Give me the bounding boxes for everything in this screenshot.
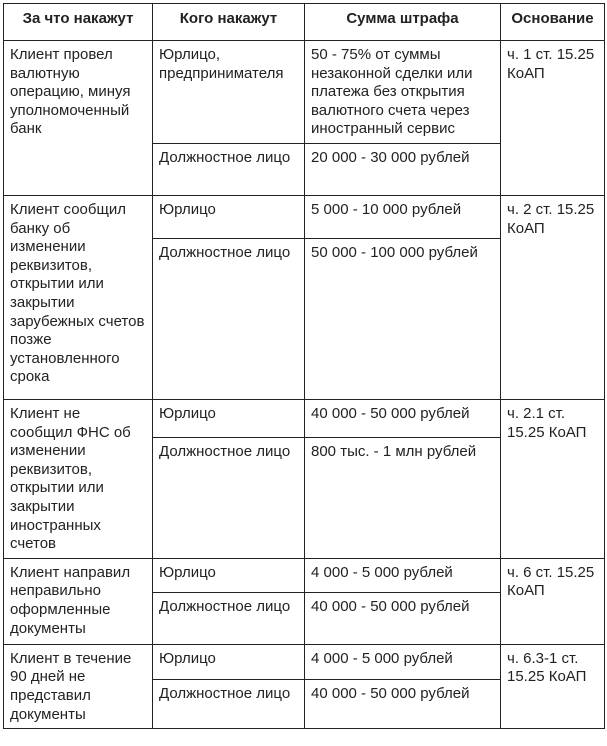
amount-cell: 40 000 - 50 000 рублей [305,592,501,644]
header-who: Кого накажут [153,4,305,41]
violation-cell: Клиент направил неправильно оформленные документы [4,558,153,644]
who-cell: Должностное лицо [153,592,305,644]
amount-cell: 4 000 - 5 000 рублей [305,558,501,592]
who-cell: Должностное лицо [153,143,305,195]
who-cell: Юрлицо [153,558,305,592]
table-row [4,644,605,679]
violation-cell: Клиент не сообщил ФНС об изменении реквизитов, открытии или закрытии иностранных счетов [4,399,153,558]
who-cell: Юрлицо [153,399,305,437]
violation-cell: Клиент в течение 90 дней не представил документы [4,644,153,728]
violation-cell: Клиент сообщил банку об изменении реквизитов, открытии или закрытии зарубежных счетов позже установленного срока [4,195,153,399]
who-cell: Юрлицо [153,644,305,679]
table-row [4,399,605,437]
header-basis: Основание [501,4,605,41]
basis-cell: ч. 6.3-1 ст. 15.25 КоАП [501,644,605,728]
table-row [4,41,605,144]
who-cell: Должностное лицо [153,238,305,399]
header-what: За что накажут [4,4,153,41]
table-row [4,195,605,238]
basis-cell: ч. 6 ст. 15.25 КоАП [501,558,605,644]
amount-cell: 40 000 - 50 000 рублей [305,399,501,437]
basis-cell: ч. 2 ст. 15.25 КоАП [501,195,605,399]
amount-cell: 50 000 - 100 000 рублей [305,238,501,399]
violation-cell: Клиент провел валютную операцию, минуя уполномоченный банк [4,41,153,196]
basis-cell: ч. 1 ст. 15.25 КоАП [501,41,605,196]
header-amount: Сумма штрафа [305,4,501,41]
amount-cell: 4 000 - 5 000 рублей [305,644,501,679]
amount-cell: 800 тыс. - 1 млн рублей [305,437,501,558]
who-cell: Юрлицо, предпринимателя [153,41,305,144]
table-row [4,558,605,592]
amount-cell: 5 000 - 10 000 рублей [305,195,501,238]
fines-table [3,3,605,729]
header-row [4,4,605,41]
amount-cell: 50 - 75% от суммы незаконной сделки или платежа без открытия валютного счета через иностранный сервис [305,41,501,144]
amount-cell: 40 000 - 50 000 рублей [305,679,501,728]
table-body [4,41,605,729]
table-header [4,4,605,41]
who-cell: Должностное лицо [153,437,305,558]
who-cell: Должностное лицо [153,679,305,728]
amount-cell: 20 000 - 30 000 рублей [305,143,501,195]
who-cell: Юрлицо [153,195,305,238]
basis-cell: ч. 2.1 ст. 15.25 КоАП [501,399,605,558]
